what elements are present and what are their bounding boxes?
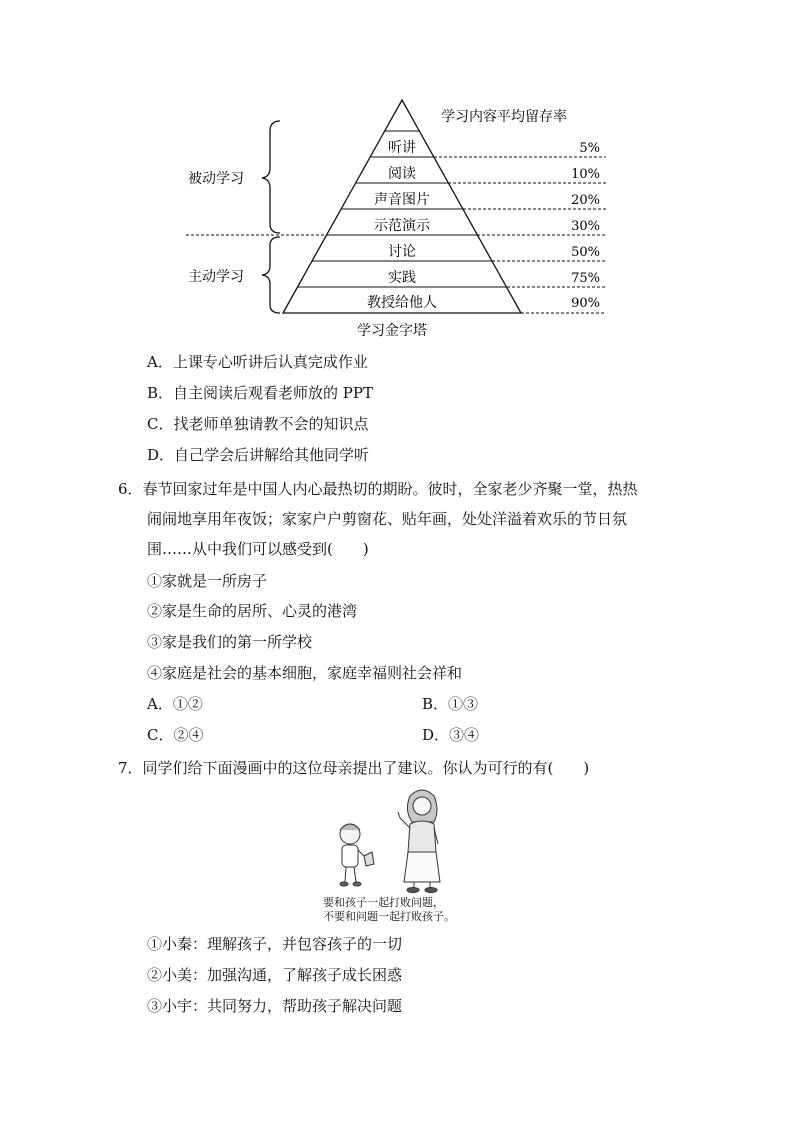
retention-rate: 75% <box>571 271 600 286</box>
cartoon-caption-line-2: 不要和问题一起打败孩子。 <box>323 910 455 923</box>
learning-pyramid-figure <box>0 0 794 345</box>
retention-rate: 10% <box>571 167 600 182</box>
q6-statement-1: ①家就是一所房子 <box>147 572 268 590</box>
q6-statement-4: ④家庭是社会的基本细胞，家庭幸福则社会祥和 <box>147 664 463 682</box>
q6-question-line-1: 6．春节回家过年是中国人内心最热切的期盼。彼时，全家老少齐聚一堂，热热 <box>118 480 638 498</box>
q7-statement-2: ②小美：加强沟通，了解孩子成长困惑 <box>147 966 403 984</box>
q6-statement-2: ②家是生命的居所、心灵的港湾 <box>147 602 358 620</box>
layer-label: 实践 <box>388 270 416 286</box>
q6-option-a: A．①② <box>147 695 203 713</box>
q6-question-line-2: 闹闹地享用年夜饭；家家户户剪窗花、贴年画，处处洋溢着欢乐的节日氛 <box>147 510 628 528</box>
pyramid-rate-title: 学习内容平均留存率 <box>441 109 567 125</box>
retention-rate: 90% <box>571 296 600 311</box>
q7-statement-3: ③小宇：共同努力，帮助孩子解决问题 <box>147 997 403 1015</box>
passive-brace <box>262 121 280 233</box>
q7-question: 7．同学们给下面漫画中的这位母亲提出了建议。你认为可行的有( ) <box>118 759 590 777</box>
q7-statement-1: ①小秦：理解孩子，并包容孩子的一切 <box>147 935 403 953</box>
cartoon-caption-line-1: 要和孩子一起打败问题， <box>323 896 444 909</box>
q5-option-b: B．自主阅读后观看老师放的 PPT <box>147 384 373 402</box>
q6-option-d: D．③④ <box>422 726 480 744</box>
retention-rate: 5% <box>579 141 600 156</box>
q6-option-b: B．①③ <box>422 695 479 713</box>
layer-label: 听讲 <box>388 140 416 156</box>
q6-option-c: C．②④ <box>147 726 204 744</box>
retention-rate: 20% <box>571 193 600 208</box>
retention-rate: 50% <box>571 245 600 260</box>
q6-statement-3: ③家是我们的第一所学校 <box>147 633 313 651</box>
mother-figure <box>398 790 440 893</box>
layer-label: 阅读 <box>388 166 416 182</box>
active-brace <box>262 237 280 313</box>
q6-question-line-3: 围……从中我们可以感受到( ) <box>147 540 369 558</box>
q5-option-d: D．自己学会后讲解给其他同学听 <box>147 446 370 464</box>
layer-label: 讨论 <box>388 244 416 260</box>
pyramid-caption: 学习金字塔 <box>357 323 427 339</box>
q5-option-a: A．上课专心听讲后认真完成作业 <box>147 353 368 371</box>
layer-label: 示范演示 <box>374 218 430 234</box>
passive-learning-label: 被动学习 <box>188 171 244 187</box>
child-figure <box>340 824 374 886</box>
layer-label: 声音图片 <box>374 192 430 208</box>
active-learning-label: 主动学习 <box>188 269 244 285</box>
layer-label: 教授给他人 <box>367 295 437 311</box>
retention-rate: 30% <box>571 219 600 234</box>
mother-child-cartoon <box>330 782 470 897</box>
q5-option-c: C．找老师单独请教不会的知识点 <box>147 415 369 433</box>
